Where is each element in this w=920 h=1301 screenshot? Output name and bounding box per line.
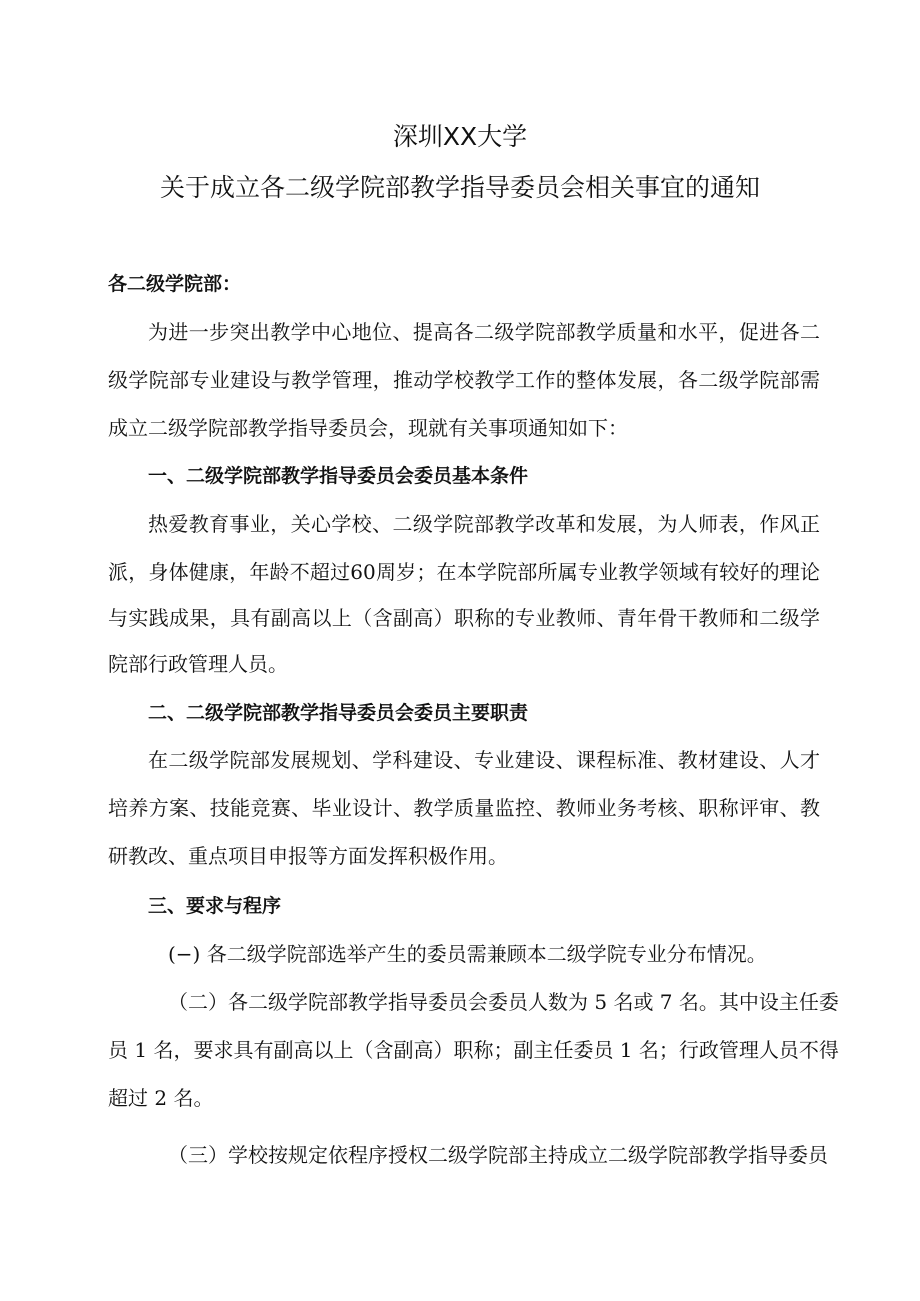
section3-item-1: (−) 各二级学院部选举产生的委员需兼顾本二级学院专业分布情况。 — [168, 942, 767, 966]
section2-line-3: 研教改、重点项目申报等方面发挥积极作用。 — [108, 844, 508, 868]
intro-line-2: 级学院部专业建设与教学管理，推动学校教学工作的整体发展，各二级学院部需 — [108, 368, 820, 392]
intro-line-1: 为进一步突出教学中心地位、提高各二级学院部教学质量和水平，促进各二 — [148, 320, 820, 344]
section2-line-2: 培养方案、技能竞赛、毕业设计、教学质量监控、教师业务考核、职称评审、教 — [108, 796, 820, 820]
section3-heading: 三、要求与程序 — [148, 895, 282, 917]
section1-line-1: 热爱教育事业，关心学校、二级学院部教学改革和发展，为人师表，作风正 — [148, 512, 820, 536]
section1-line-4: 院部行政管理人员。 — [108, 652, 288, 676]
section3-item-2-line-2: 员 1 名，要求具有副高以上（含副高）职称；副主任委员 1 名；行政管理人员不得 — [108, 1038, 839, 1062]
section3-item-2-line-3: 超过 2 名。 — [108, 1086, 214, 1110]
section2-heading: 二、二级学院部教学指导委员会委员主要职责 — [148, 702, 529, 724]
section1-heading: 一、二级学院部教学指导委员会委员基本条件 — [148, 465, 529, 487]
intro-line-3: 成立二级学院部教学指导委员会，现就有关事项通知如下： — [108, 416, 628, 440]
section1-line-2: 派，身体健康，年龄不超过60周岁；在本学院部所属专业教学领域有较好的理论 — [108, 560, 820, 584]
section3-item-3-line-1: （三）学校按规定依程序授权二级学院部主持成立二级学院部教学指导委员 — [168, 1143, 828, 1167]
section3-item-2-line-1: （二）各二级学院部教学指导委员会委员人数为 5 名或 7 名。其中设主任委 — [168, 990, 839, 1014]
document-title-institution: 深圳XX大学 — [392, 122, 528, 151]
salutation: 各二级学院部： — [108, 273, 242, 295]
section2-line-1: 在二级学院部发展规划、学科建设、专业建设、课程标准、教材建设、人才 — [148, 748, 820, 772]
section1-line-3: 与实践成果，具有副高以上（含副高）职称的专业教师、青年骨干教师和二级学 — [108, 606, 820, 630]
document-title-notice: 关于成立各二级学院部教学指导委员会相关事宜的通知 — [159, 173, 760, 202]
